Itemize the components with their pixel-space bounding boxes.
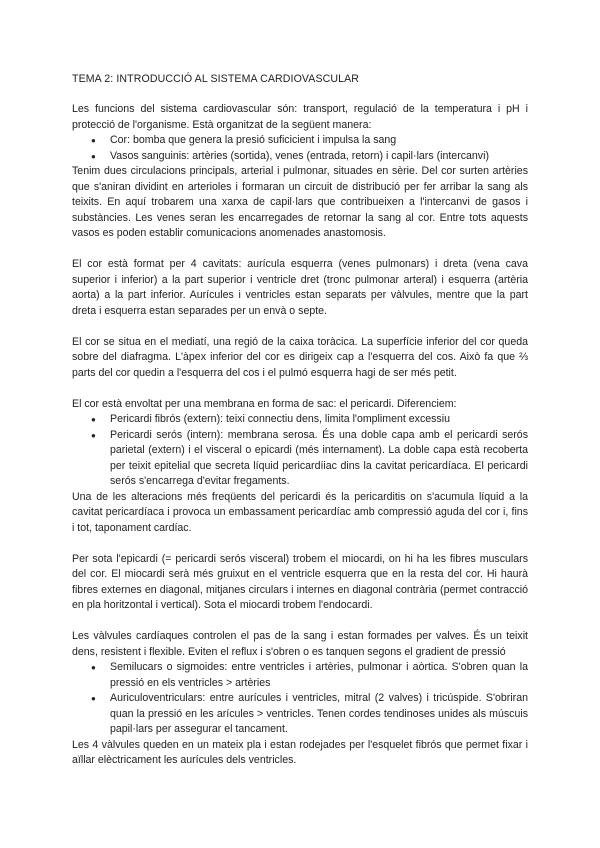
list-item: ● Semilucars o sigmoides: entre ventricles i artèries, pulmonar i aòrtica. S'obren quan la pressió en els ventricles > artèries bbox=[110, 660, 528, 691]
list-item: ● Cor: bomba que genera la presió suficicient i impulsa la sang bbox=[110, 133, 528, 149]
paragraph-pericarditis: Una de les alteracions més freqüents del pericardi és la pericarditis on s'acumula líquid a la cavitat pericardíaca i provoca un embassament pericardíac amb compressió aguda del cor i, fins i tot, taponament cardíac. bbox=[72, 490, 528, 534]
list-item: ● Vasos sanguinis: artèries (sortida), venes (entrada, retorn) i capil·lars (intercanvi) bbox=[110, 149, 528, 165]
paragraph-location: El cor se situa en el mediatí, una regió de la caixa toràcica. La superfície inferior del cor queda sobre del diafragma. L'àpex inferior del cor es dirigeix cap a l'esquerra del cos. Això fa que ⅔ parts del cor quedin a l'esquerra del cos i el pulmó esquerra hagi de ser més petit. bbox=[72, 335, 528, 379]
paragraph-circulations: Tenim dues circulacions principals, arterial i pulmonar, situades en sèrie. Del cor surten artèries que s'aniran dividint en arterioles i formaran un circuit de distribució per fer arribar la sang als teixits. En aquí trobarem una xarxa de capil·lars que contribueixen a l'intercanvi de gasos i substàncies. Les venes seran les encarregades de retornar la sang al cor. Entre tots aquests vasos es poden establir comunicacions anomenades anastomosis. bbox=[72, 165, 528, 239]
paragraph-fibrous-skeleton: Les 4 vàlvules queden en un mateix pla i estan rodejades per l'esquelet fibrós que permet fixar i aïllar elèctricament les aurícules dels ventricles. bbox=[72, 738, 528, 766]
paragraph-pericardium: El cor està envoltat per una membrana en forma de sac: el pericardi. Diferenciem: bbox=[72, 397, 457, 410]
paragraph-functions: Les funcions del sistema cardiovascular són: transport, regulació de la temperatura i pH i protecció de l'organisme. Està organitzat de la següent manera: bbox=[72, 103, 528, 131]
paragraph-cavities: El cor està format per 4 cavitats: aurícula esquerra (venes pulmonars) i dreta (vena cava superior i inferior) a la part superior i ventricle dret (tronc pulmonar arteral) i esquerra (artèria aorta) a la part inferior. Aurícules i ventricles estan separats per vàlvules, mentre que la part dreta i esquerra estan separades per un envà o septe. bbox=[72, 258, 528, 317]
paragraph-myocardium: Per sota l'epicardi (= pericardi serós visceral) trobem el miocardi, on hi ha les fibres musculars del cor. El miocardi serà més gruixut en el ventricle esquerra que en la resta del cor. Hi haurà fibres externes en diagonal, mitjanes circulars i internes en diagonal contrària (permet contracció en pla horitzontal i vertical). Sota el miocardi trobem l'endocardi. bbox=[72, 552, 528, 611]
paragraph-valves: Les vàlvules cardíaques controlen el pas de la sang i estan formades per valves. És un teixit dens, resistent i flexible. Eviten el reflux i s'obren o es tanquen segons el gradient de pressió bbox=[72, 630, 528, 658]
list-item: ● Pericardi serós (intern): membrana serosa. És una doble capa amb el pericardi serós parietal (extern) i el visceral o epicardi (més internament). La doble capa està recoberta per teixit epitelial que secreta líquid pericardíiac dins la cavitat pericardíaca. El pericardi serós s'encarrega d'evitar fregaments. bbox=[110, 428, 528, 490]
list-organization bbox=[72, 133, 528, 164]
list-item: ● Auriculoventriculars: entre aurícules i ventricles, mitral (2 valves) i tricúspide. S'obriran quan la pressió en les arícules > ventricles. Tenen cordes tendinoses unides als múscuis papil·lars per assegurar el tancament. bbox=[110, 691, 528, 738]
page-title: TEMA 2: INTRODUCCIÓ AL SISTEMA CARDIOVASCULAR bbox=[72, 73, 360, 85]
list-pericardium bbox=[72, 412, 528, 490]
list-item: ● Pericardi fibrós (extern): teixi connectiu dens, limita l'ompliment excessiu bbox=[110, 412, 528, 428]
list-valves bbox=[72, 660, 528, 738]
